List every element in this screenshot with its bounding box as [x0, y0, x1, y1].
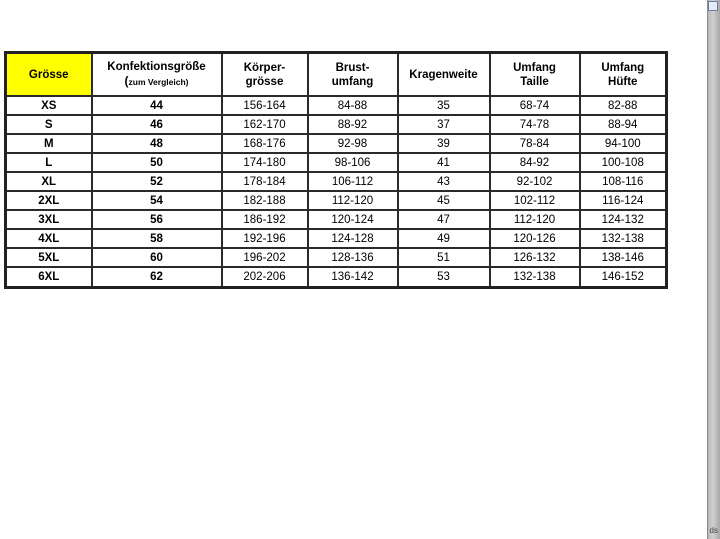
header-konfektionsgroesse-label: Konfektionsgröße	[107, 61, 206, 73]
cell-umfang-taille: 126-132	[490, 248, 580, 267]
scrollbar-fine-print	[709, 14, 719, 54]
table-row	[6, 267, 667, 288]
table-row	[6, 115, 667, 134]
cell-size: S	[6, 115, 92, 134]
cell-konfektionsgroesse: 50	[92, 153, 222, 172]
cell-umfang-taille: 92-102	[490, 172, 580, 191]
cell-kragenweite: 53	[398, 267, 490, 288]
cell-konfektionsgroesse: 44	[92, 96, 222, 115]
cell-umfang-taille: 74-78	[490, 115, 580, 134]
header-koerpergroesse: Körper- grösse	[222, 53, 308, 97]
cell-brustumfang: 92-98	[308, 134, 398, 153]
cell-kragenweite: 45	[398, 191, 490, 210]
table-header-row	[6, 53, 667, 97]
cell-konfektionsgroesse: 46	[92, 115, 222, 134]
cell-konfektionsgroesse: 56	[92, 210, 222, 229]
cell-kragenweite: 43	[398, 172, 490, 191]
cell-konfektionsgroesse: 58	[92, 229, 222, 248]
cell-koerpergroesse: 174-180	[222, 153, 308, 172]
cell-brustumfang: 128-136	[308, 248, 398, 267]
table-row	[6, 134, 667, 153]
cell-koerpergroesse: 192-196	[222, 229, 308, 248]
cell-umfang-huefte: 82-88	[580, 96, 667, 115]
cell-brustumfang: 124-128	[308, 229, 398, 248]
table-row	[6, 172, 667, 191]
cell-konfektionsgroesse: 48	[92, 134, 222, 153]
header-konfektionsgroesse-note: (zum Vergleich)	[124, 74, 189, 88]
cell-koerpergroesse: 202-206	[222, 267, 308, 288]
table-body	[6, 96, 667, 288]
cell-umfang-huefte: 94-100	[580, 134, 667, 153]
cell-umfang-taille: 68-74	[490, 96, 580, 115]
corner-label: ds	[709, 526, 718, 535]
cell-brustumfang: 112-120	[308, 191, 398, 210]
cell-umfang-huefte: 116-124	[580, 191, 667, 210]
cell-umfang-taille: 84-92	[490, 153, 580, 172]
cell-umfang-huefte: 146-152	[580, 267, 667, 288]
cell-kragenweite: 35	[398, 96, 490, 115]
cell-size: L	[6, 153, 92, 172]
cell-umfang-huefte: 124-132	[580, 210, 667, 229]
size-chart-table	[4, 51, 668, 289]
cell-koerpergroesse: 186-192	[222, 210, 308, 229]
cell-umfang-huefte: 132-138	[580, 229, 667, 248]
table-row	[6, 229, 667, 248]
cell-size: M	[6, 134, 92, 153]
cell-brustumfang: 88-92	[308, 115, 398, 134]
cell-size: XL	[6, 172, 92, 191]
header-umfang-taille: Umfang Taille	[490, 53, 580, 97]
cell-brustumfang: 106-112	[308, 172, 398, 191]
cell-size: 2XL	[6, 191, 92, 210]
cell-size: 4XL	[6, 229, 92, 248]
cell-brustumfang: 84-88	[308, 96, 398, 115]
cell-umfang-taille: 132-138	[490, 267, 580, 288]
header-umfang-huefte: Umfang Hüfte	[580, 53, 667, 97]
cell-size: XS	[6, 96, 92, 115]
table-row	[6, 248, 667, 267]
cell-koerpergroesse: 156-164	[222, 96, 308, 115]
cell-size: 3XL	[6, 210, 92, 229]
cell-koerpergroesse: 196-202	[222, 248, 308, 267]
cell-konfektionsgroesse: 54	[92, 191, 222, 210]
cell-size: 6XL	[6, 267, 92, 288]
cell-umfang-huefte: 88-94	[580, 115, 667, 134]
document-thumbnail-icon[interactable]	[708, 1, 718, 11]
cell-umfang-taille: 78-84	[490, 134, 580, 153]
cell-kragenweite: 47	[398, 210, 490, 229]
cell-koerpergroesse: 182-188	[222, 191, 308, 210]
cell-konfektionsgroesse: 62	[92, 267, 222, 288]
table-row	[6, 96, 667, 115]
table-row	[6, 191, 667, 210]
cell-kragenweite: 51	[398, 248, 490, 267]
cell-kragenweite: 49	[398, 229, 490, 248]
header-kragenweite: Kragenweite	[398, 53, 490, 97]
cell-umfang-taille: 102-112	[490, 191, 580, 210]
cell-kragenweite: 37	[398, 115, 490, 134]
cell-umfang-taille: 112-120	[490, 210, 580, 229]
cell-umfang-huefte: 138-146	[580, 248, 667, 267]
cell-kragenweite: 39	[398, 134, 490, 153]
cell-brustumfang: 136-142	[308, 267, 398, 288]
cell-brustumfang: 98-106	[308, 153, 398, 172]
cell-brustumfang: 120-124	[308, 210, 398, 229]
cell-kragenweite: 41	[398, 153, 490, 172]
cell-konfektionsgroesse: 60	[92, 248, 222, 267]
cell-size: 5XL	[6, 248, 92, 267]
header-groesse: Grösse	[6, 53, 92, 97]
table-row	[6, 210, 667, 229]
cell-umfang-taille: 120-126	[490, 229, 580, 248]
cell-koerpergroesse: 178-184	[222, 172, 308, 191]
cell-koerpergroesse: 168-176	[222, 134, 308, 153]
cell-umfang-huefte: 100-108	[580, 153, 667, 172]
cell-konfektionsgroesse: 52	[92, 172, 222, 191]
vertical-scrollbar[interactable]	[707, 0, 720, 539]
cell-koerpergroesse: 162-170	[222, 115, 308, 134]
cell-umfang-huefte: 108-116	[580, 172, 667, 191]
table-row	[6, 153, 667, 172]
header-brustumfang: Brust- umfang	[308, 53, 398, 97]
header-konfektionsgroesse	[92, 53, 222, 97]
